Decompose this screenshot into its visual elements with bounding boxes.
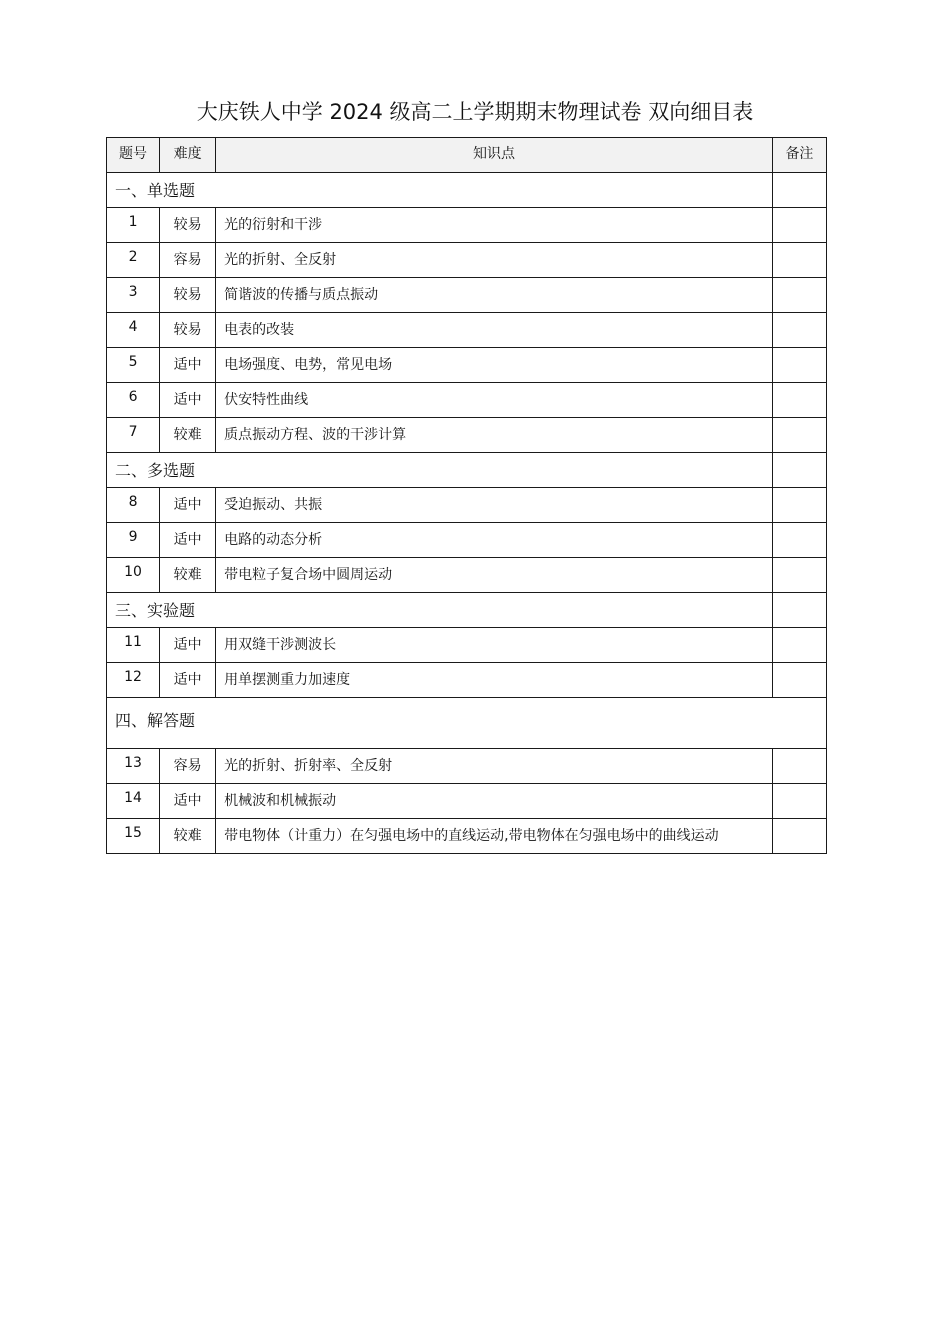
question-number: 7 <box>107 418 160 453</box>
knowledge-cell: 光的折射、折射率、全反射 <box>216 749 773 784</box>
note-cell <box>772 628 826 663</box>
difficulty-cell: 容易 <box>160 243 216 278</box>
header-num: 题号 <box>107 138 160 173</box>
difficulty-cell: 较易 <box>160 208 216 243</box>
knowledge-cell: 受迫振动、共振 <box>216 488 773 523</box>
knowledge-cell: 简谐波的传播与质点振动 <box>216 278 773 313</box>
knowledge-cell: 用双缝干涉测波长 <box>216 628 773 663</box>
knowledge-cell: 光的衍射和干涉 <box>216 208 773 243</box>
note-cell <box>772 208 826 243</box>
note-cell <box>772 663 826 698</box>
difficulty-cell: 较易 <box>160 313 216 348</box>
note-cell <box>772 819 826 854</box>
section-label: 一、单选题 <box>107 173 773 208</box>
difficulty-cell: 适中 <box>160 348 216 383</box>
question-number: 15 <box>107 819 160 854</box>
question-number: 12 <box>107 663 160 698</box>
section-row <box>107 173 827 208</box>
difficulty-cell: 适中 <box>160 628 216 663</box>
section-label: 二、多选题 <box>107 453 773 488</box>
section-label: 四、解答题 <box>107 698 827 749</box>
note-cell <box>772 749 826 784</box>
note-cell <box>772 383 826 418</box>
table-row <box>107 784 827 819</box>
knowledge-cell: 电路的动态分析 <box>216 523 773 558</box>
table-row <box>107 383 827 418</box>
knowledge-cell: 伏安特性曲线 <box>216 383 773 418</box>
question-number: 14 <box>107 784 160 819</box>
note-cell <box>772 558 826 593</box>
page-title: 大庆铁人中学 2024 级高二上学期期末物理试卷 双向细目表 <box>196 100 754 124</box>
knowledge-cell: 带电物体（计重力）在匀强电场中的直线运动,带电物体在匀强电场中的曲线运动 <box>216 819 773 854</box>
difficulty-cell: 较难 <box>160 558 216 593</box>
question-number: 4 <box>107 313 160 348</box>
difficulty-cell: 容易 <box>160 749 216 784</box>
section-note-cell <box>772 453 826 488</box>
note-cell <box>772 243 826 278</box>
note-cell <box>772 523 826 558</box>
note-cell <box>772 784 826 819</box>
question-number: 9 <box>107 523 160 558</box>
table-row <box>107 749 827 784</box>
question-number: 6 <box>107 383 160 418</box>
header-knowledge: 知识点 <box>216 138 773 173</box>
knowledge-cell: 电场强度、电势，常见电场 <box>216 348 773 383</box>
knowledge-cell: 带电粒子复合场中圆周运动 <box>216 558 773 593</box>
table-row <box>107 208 827 243</box>
difficulty-cell: 较易 <box>160 278 216 313</box>
knowledge-cell: 电表的改装 <box>216 313 773 348</box>
knowledge-cell: 用单摆测重力加速度 <box>216 663 773 698</box>
question-number: 5 <box>107 348 160 383</box>
difficulty-cell: 适中 <box>160 383 216 418</box>
difficulty-cell: 适中 <box>160 784 216 819</box>
difficulty-cell: 适中 <box>160 523 216 558</box>
question-number: 1 <box>107 208 160 243</box>
note-cell <box>772 348 826 383</box>
knowledge-cell: 机械波和机械振动 <box>216 784 773 819</box>
table-row <box>107 313 827 348</box>
note-cell <box>772 313 826 348</box>
table-row <box>107 243 827 278</box>
section-row <box>107 698 827 749</box>
difficulty-cell: 较难 <box>160 418 216 453</box>
table-row <box>107 558 827 593</box>
table-row <box>107 278 827 313</box>
question-number: 10 <box>107 558 160 593</box>
header-row <box>107 138 827 173</box>
table-row <box>107 663 827 698</box>
section-row <box>107 593 827 628</box>
section-note-cell <box>772 173 826 208</box>
header-note: 备注 <box>772 138 826 173</box>
table-row <box>107 488 827 523</box>
table-row <box>107 418 827 453</box>
spec-table <box>106 137 827 854</box>
table-row <box>107 628 827 663</box>
note-cell <box>772 418 826 453</box>
knowledge-cell: 质点振动方程、波的干涉计算 <box>216 418 773 453</box>
section-row <box>107 453 827 488</box>
difficulty-cell: 适中 <box>160 663 216 698</box>
question-number: 8 <box>107 488 160 523</box>
section-note-cell <box>772 593 826 628</box>
table-row <box>107 819 827 854</box>
question-number: 3 <box>107 278 160 313</box>
section-label: 三、实验题 <box>107 593 773 628</box>
knowledge-cell: 光的折射、全反射 <box>216 243 773 278</box>
table-row <box>107 348 827 383</box>
question-number: 2 <box>107 243 160 278</box>
note-cell <box>772 278 826 313</box>
question-number: 11 <box>107 628 160 663</box>
question-number: 13 <box>107 749 160 784</box>
difficulty-cell: 适中 <box>160 488 216 523</box>
note-cell <box>772 488 826 523</box>
table-row <box>107 523 827 558</box>
header-difficulty: 难度 <box>160 138 216 173</box>
difficulty-cell: 较难 <box>160 819 216 854</box>
